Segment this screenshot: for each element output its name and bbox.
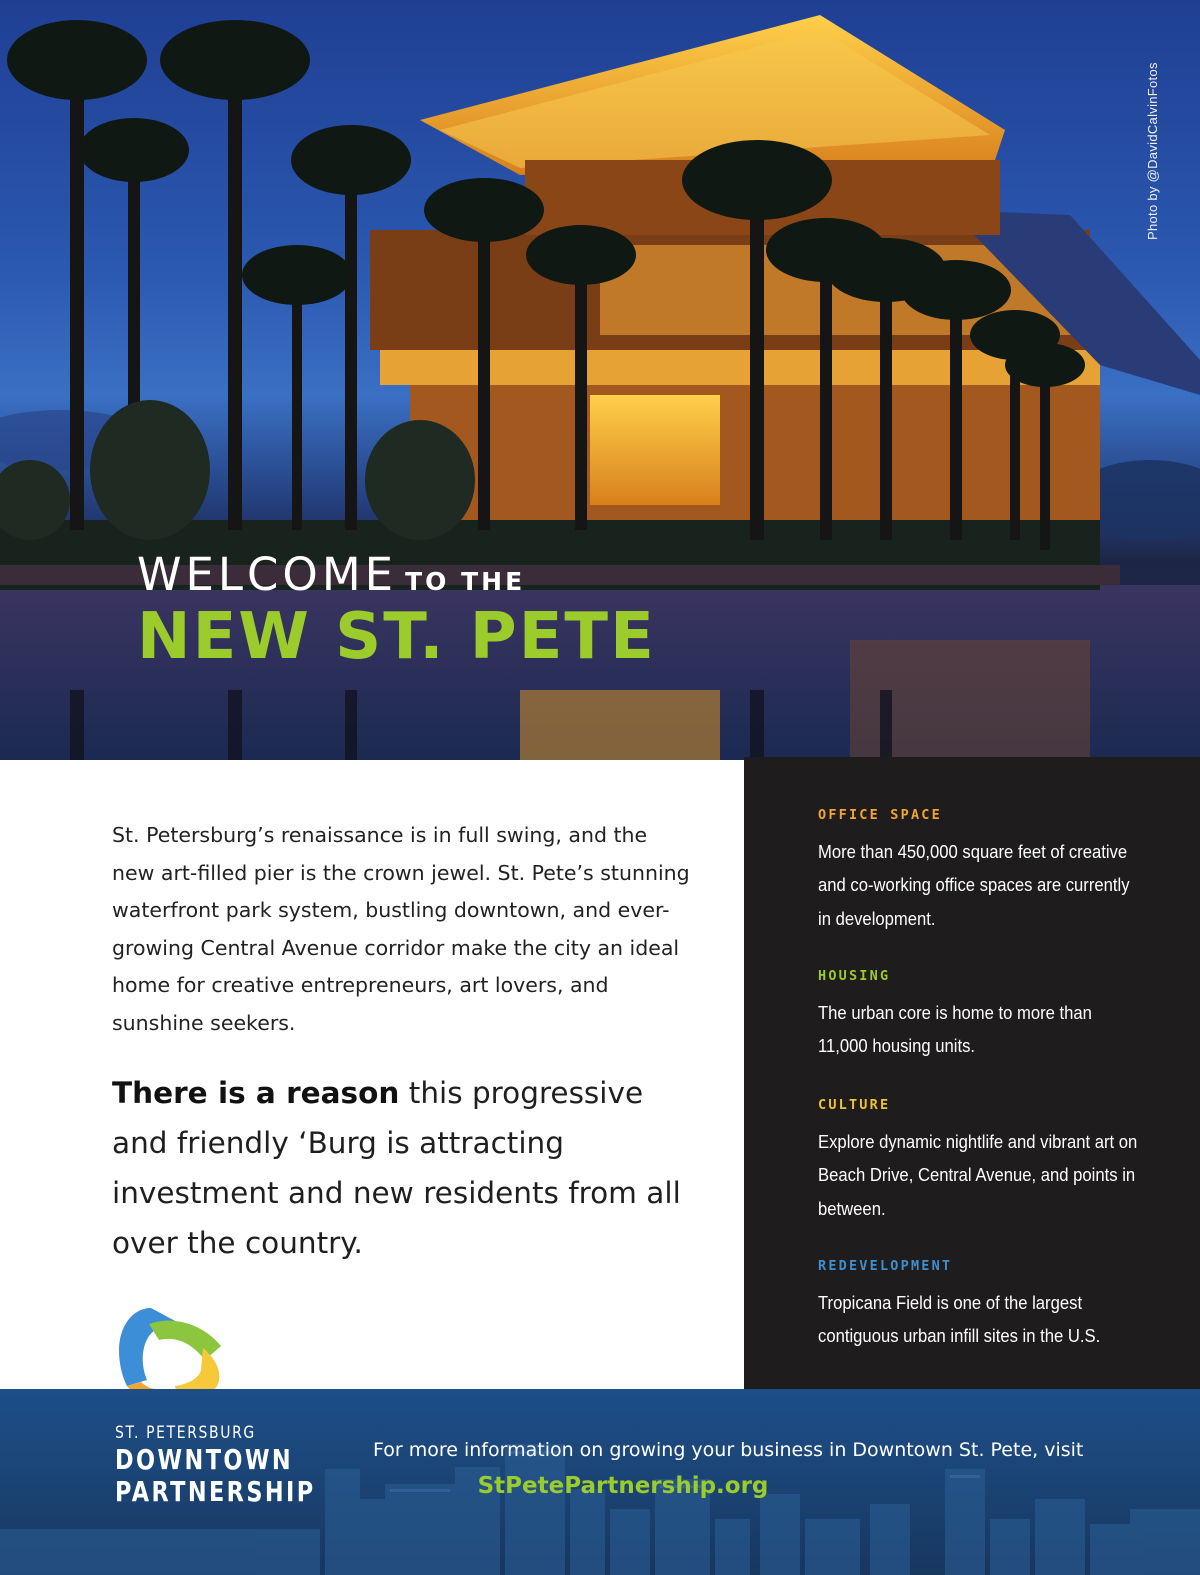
hero-photo (0, 0, 1200, 760)
stat-redevelopment (818, 1256, 1148, 1353)
organization-wordmark (115, 1422, 366, 1508)
stat-heading: HOUSING (818, 968, 891, 984)
stat-body: More than 450,000 square feet of creative and co-working office spaces are currently in development. (818, 841, 1130, 929)
stat-heading: REDEVELOPMENT (818, 1258, 953, 1274)
stat-body: Explore dynamic nightlife and vibrant art on Beach Drive, Central Avenue, and points in between. (818, 1131, 1138, 1219)
welcome-line (137, 548, 656, 601)
welcome-word: WELCOME (137, 548, 398, 601)
stat-heading: CULTURE (818, 1097, 891, 1113)
reason-bold-lead: There is a reason (112, 1076, 400, 1110)
stat-body: The urban core is home to more than 11,000 housing units. (818, 1002, 1092, 1057)
stat-body: Tropicana Field is one of the largest contiguous urban infill sites in the U.S. (818, 1292, 1101, 1347)
intro-paragraph: St. Petersburg’s renaissance is in full swing, and the new art-filled pier is the crown jewel. St. Pete’s stunning waterfront park system, bustling downtown, and ever-growing Central Avenue corridor make the city an ideal home for creative entrepreneurs, art lovers, and sunshine seekers. (112, 823, 690, 1035)
stat-housing (818, 966, 1148, 1063)
headline-new-st-pete: NEW ST. PETE (137, 600, 656, 674)
org-line-st-petersburg: ST. PETERSBURG (115, 1423, 256, 1443)
highlights-panel (744, 757, 1200, 1390)
footer-cta-text: For more information on growing your business in Downtown St. Pete, visit (373, 1439, 1084, 1461)
footer-banner (0, 1389, 1200, 1575)
stat-culture (818, 1095, 1148, 1225)
org-line-downtown: DOWNTOWN (115, 1443, 294, 1476)
hero-title (137, 548, 656, 674)
to-the-word: TO THE (405, 567, 526, 596)
reason-statement (112, 1068, 692, 1268)
stat-heading: OFFICE SPACE (818, 807, 942, 823)
footer-website-link[interactable]: StPetePartnership.org (477, 1473, 769, 1499)
stat-office-space (818, 805, 1148, 935)
org-line-partnership: PARTNERSHIP (115, 1475, 316, 1508)
reason-rest: this progressive and friendly ‘Burg is attracting investment and new residents from all over the country. (112, 1076, 681, 1260)
photo-credit: Photo by @DavidCalvinFotos (1145, 62, 1160, 240)
